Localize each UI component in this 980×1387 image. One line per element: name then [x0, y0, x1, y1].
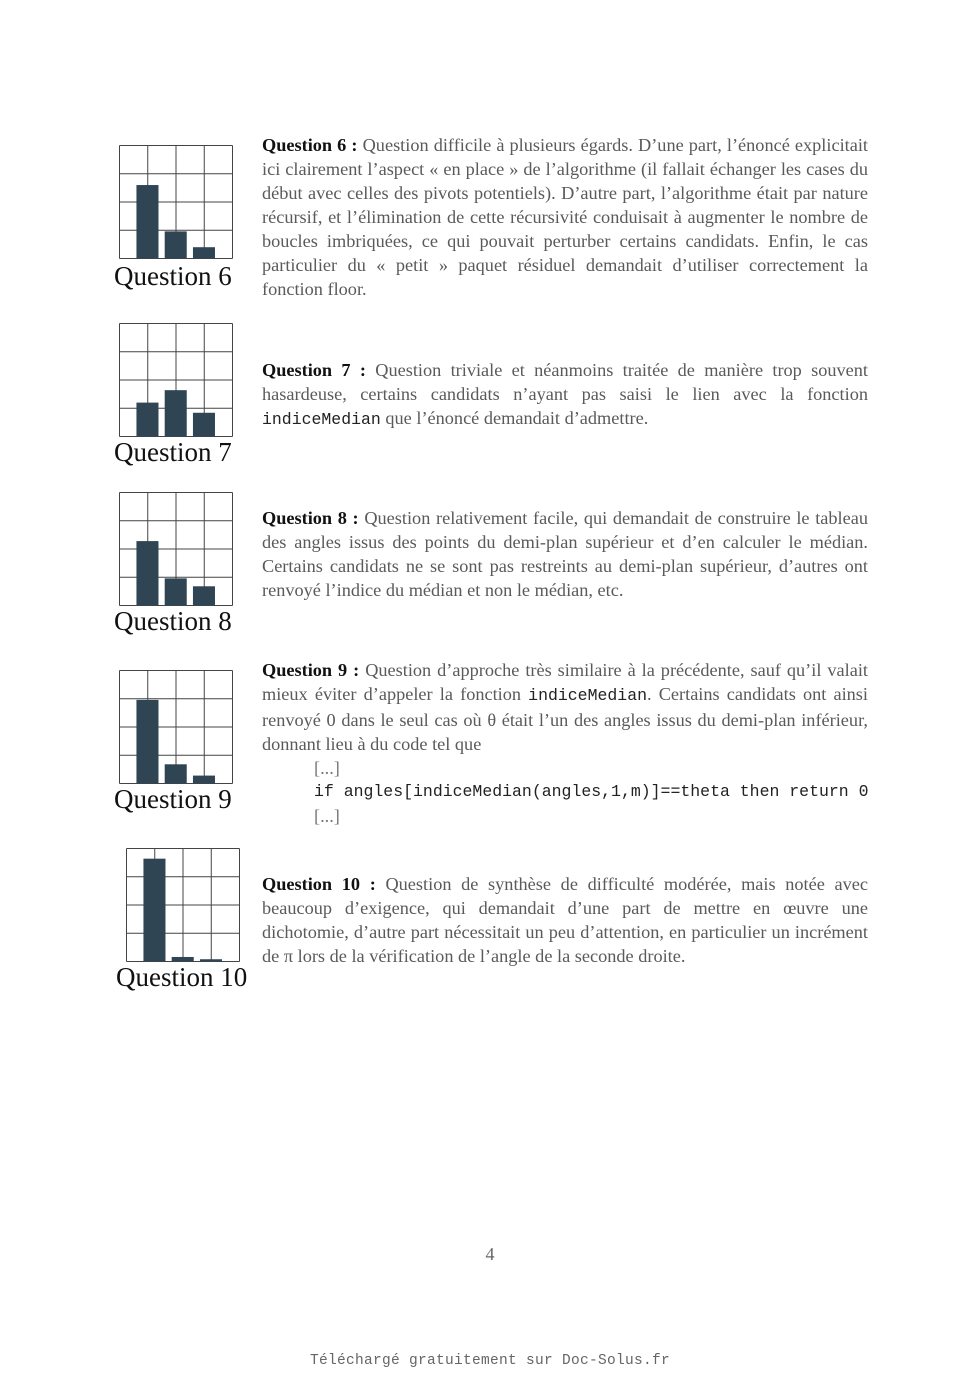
code-ellipsis-open: [...] [314, 758, 340, 778]
comment-body: Question relativement facile, qui demandait de construire le tableau des angles issus des points du demi-plan supérieur et d’en calculer le médian. Certains candidats ne se sont pas restreints au demi-plan supérieur, d’autres ont renvoyé l’indice du médian et non le médian, etc. [262, 508, 868, 600]
histogram-bar [136, 700, 158, 784]
page-number: 4 [485, 1244, 495, 1264]
code-ellipsis-close: [...] [314, 806, 340, 826]
bar-chart [119, 670, 233, 784]
comment-text [262, 872, 868, 968]
comment-text [262, 133, 868, 301]
histogram-bar [136, 185, 158, 258]
comment-text [262, 658, 868, 828]
inline-code: indiceMedian [262, 410, 381, 429]
bar-chart [119, 145, 233, 259]
comment-body-start: Question triviale et néanmoins traitée de manière trop souvent hasardeuse, certains candidats n’ayant pas saisi le lien avec la fonction [262, 360, 868, 404]
code-line: if angles[indiceMedian(angles,1,m)]==theta then return 0 [314, 782, 869, 801]
histogram-question-10 [116, 848, 248, 992]
comment-text [262, 506, 868, 602]
histogram-bar [172, 957, 194, 962]
histogram-bar [193, 247, 215, 258]
bar-chart [119, 492, 233, 606]
comment-body-end: que l’énoncé demandait d’admettre. [380, 408, 649, 428]
histogram-bar [193, 776, 215, 784]
comment-text [262, 358, 868, 432]
histogram-bar [193, 413, 215, 437]
bar-chart [126, 848, 240, 962]
histogram-question-6 [114, 145, 233, 291]
comment-body-start: Question d’approche très similaire à la précédente, sauf qu’il valait mieux éviter d’appeler la fonction [262, 660, 868, 704]
comment-body: Question de synthèse de difficulté modérée, mais notée avec beaucoup d’exigence, qui demandait d’une part de mettre en œuvre une dichotomie, d’autre part nécessitait un peu d’attention, en particulier un incrément de π lors de la vérification de l’angle de la seconde droite. [262, 874, 869, 966]
histogram-question-8 [114, 492, 233, 636]
question-label: Question 10 : [262, 874, 376, 894]
question-label: Question 9 : [262, 660, 360, 680]
download-footer: Téléchargé gratuitement sur Doc-Solus.fr [309, 1353, 671, 1369]
question-label: Question 7 : [262, 360, 366, 380]
histogram-bar [143, 859, 165, 962]
comment-body: Question difficile à plusieurs égards. D’une part, l’énoncé explicitait ici clairement l’aspect « en place » de l’algorithme (il fallait échanger les cases du début avec celles des pivots potentiels). D’autre part, l’algorithme était par nature récursif, et l’élimination de cette récursivité conduisait à augmenter le nombre de boucles imbriquées, ce qui pouvait perturber certains candidats. Enfin, le cas particulier du « petit » paquet résiduel demandait d’utiliser correctement la fonction floor. [262, 135, 868, 299]
figure-caption: Question 6 [114, 261, 232, 291]
histogram-question-9 [114, 670, 233, 814]
histogram-bar [165, 578, 187, 605]
histogram-bar [136, 403, 158, 437]
figure-caption: Question 9 [114, 784, 232, 814]
histogram-bar [165, 764, 187, 783]
histogram-bar [165, 231, 187, 258]
question-label: Question 6 : [262, 135, 358, 155]
bar-chart [119, 323, 233, 437]
figure-caption: Question 7 [114, 437, 232, 467]
histogram-bar [165, 390, 187, 436]
question-label: Question 8 : [262, 508, 359, 528]
comment-body-end: . Certains candidats ont ainsi renvoyé 0 dans le seul cas où θ était l’un des angles issus du demi-plan inférieur, donnant lieu à du code tel que [262, 684, 868, 754]
code-block [314, 756, 868, 828]
figure-caption: Question 10 [116, 962, 248, 992]
figure-caption: Question 8 [114, 606, 232, 636]
histogram-question-7 [114, 323, 233, 467]
histogram-bar [193, 586, 215, 605]
histogram-bar [136, 541, 158, 605]
inline-code: indiceMedian [528, 686, 647, 705]
